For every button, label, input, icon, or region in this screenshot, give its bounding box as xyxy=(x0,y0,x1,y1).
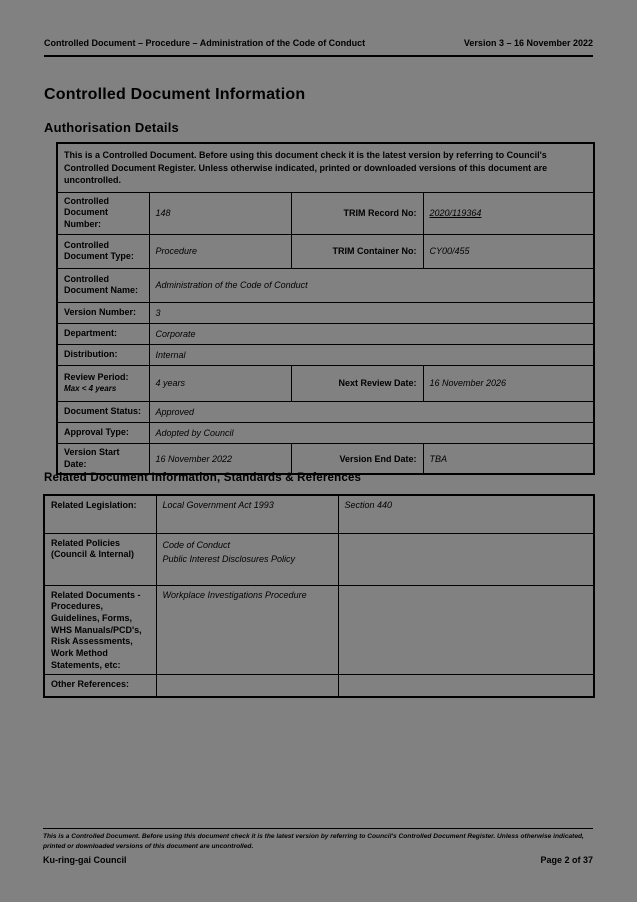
related-legislation-label: Related Legislation: xyxy=(44,495,156,533)
approval-type-value: Adopted by Council xyxy=(149,422,594,443)
version-end-date-value: TBA xyxy=(423,443,594,474)
distribution-label: Distribution: xyxy=(57,344,149,365)
trim-record-no-link[interactable]: 2020/119364 xyxy=(423,192,594,234)
table-row xyxy=(57,401,594,422)
table-row xyxy=(57,192,594,234)
table-row xyxy=(57,443,594,474)
review-period-label-note: Max < 4 years xyxy=(64,384,117,394)
table-row xyxy=(57,344,594,365)
related-documents-table xyxy=(43,494,595,698)
controlled-document-number-label: Controlled Document Number: xyxy=(57,192,149,234)
approval-type-label: Approval Type: xyxy=(57,422,149,443)
related-policy-item: Code of Conduct xyxy=(162,539,231,550)
controlled-document-notice: This is a Controlled Document. Before using this document check it is the latest version by referring to Council's Controlled Document Register. Unless otherwise indicated, printed or downloaded versions of this document are uncontrolled. xyxy=(57,143,594,192)
table-row xyxy=(57,365,594,401)
related-policy-item: Public Interest Disclosures Policy xyxy=(162,553,296,564)
related-documents-value: Workplace Investigations Procedure xyxy=(156,585,338,675)
footer-organisation: Ku-ring-gai Council xyxy=(43,855,127,865)
other-references-label: Other References: xyxy=(44,675,156,697)
table-row xyxy=(44,675,594,697)
table-row xyxy=(57,268,594,302)
section-heading-related: Related Document Information, Standards & References xyxy=(44,472,362,484)
table-row xyxy=(57,323,594,344)
controlled-document-name-label: Controlled Document Name: xyxy=(57,268,149,302)
related-documents-label: Related Documents - Procedures, Guidelines, Forms, WHS Manuals/PCD's, Risk Assessments, Work Method Statements, etc: xyxy=(44,585,156,675)
distribution-value: Internal xyxy=(149,344,594,365)
related-policies-extra xyxy=(338,533,594,585)
related-documents-extra xyxy=(338,585,594,675)
department-label: Department: xyxy=(57,323,149,344)
page-header xyxy=(44,38,593,57)
next-review-date-value: 16 November 2026 xyxy=(423,365,594,401)
version-number-value: 3 xyxy=(149,302,594,323)
page-title: Controlled Document Information xyxy=(44,86,306,103)
related-legislation-section: Section 440 xyxy=(338,495,594,533)
review-period-label-text: Review Period: xyxy=(64,371,129,382)
trim-container-no-label: TRIM Container No: xyxy=(291,234,423,268)
controlled-document-number-value: 148 xyxy=(149,192,291,234)
version-start-date-label: Version Start Date: xyxy=(57,443,149,474)
department-value: Corporate xyxy=(149,323,594,344)
table-row xyxy=(57,302,594,323)
related-policies-value xyxy=(156,533,338,585)
authorisation-details-table xyxy=(56,142,595,475)
table-row xyxy=(57,143,594,192)
trim-container-no-value: CY00/455 xyxy=(423,234,594,268)
related-policies-label: Related Policies (Council & Internal) xyxy=(44,533,156,585)
header-version: Version 3 – 16 November 2022 xyxy=(463,38,593,48)
document-status-value: Approved xyxy=(149,401,594,422)
review-period-label xyxy=(57,365,149,401)
version-number-label: Version Number: xyxy=(57,302,149,323)
related-legislation-value: Local Government Act 1993 xyxy=(156,495,338,533)
controlled-document-type-label: Controlled Document Type: xyxy=(57,234,149,268)
page-footer xyxy=(43,855,593,865)
version-end-date-label: Version End Date: xyxy=(291,443,423,474)
other-references-value xyxy=(156,675,338,697)
table-row xyxy=(44,585,594,675)
version-start-date-value: 16 November 2022 xyxy=(149,443,291,474)
footer-page-number: Page 2 of 37 xyxy=(540,855,593,865)
footer-divider xyxy=(43,828,593,829)
other-references-extra xyxy=(338,675,594,697)
controlled-document-name-value: Administration of the Code of Conduct xyxy=(149,268,594,302)
controlled-document-type-value: Procedure xyxy=(149,234,291,268)
table-row xyxy=(57,234,594,268)
table-row xyxy=(57,422,594,443)
document-status-label: Document Status: xyxy=(57,401,149,422)
table-row xyxy=(44,495,594,533)
table-row xyxy=(44,533,594,585)
footer-disclaimer: This is a Controlled Document. Before using this document check it is the latest version by referring to Council's Controlled Document Register. Unless otherwise indicated, printed or downloaded versions of this document are uncontrolled. xyxy=(43,833,584,850)
next-review-date-label: Next Review Date: xyxy=(291,365,423,401)
trim-record-no-label: TRIM Record No: xyxy=(291,192,423,234)
section-heading-authorisation: Authorisation Details xyxy=(44,120,179,135)
review-period-value: 4 years xyxy=(149,365,291,401)
header-document-title: Controlled Document – Procedure – Administration of the Code of Conduct xyxy=(44,38,366,48)
